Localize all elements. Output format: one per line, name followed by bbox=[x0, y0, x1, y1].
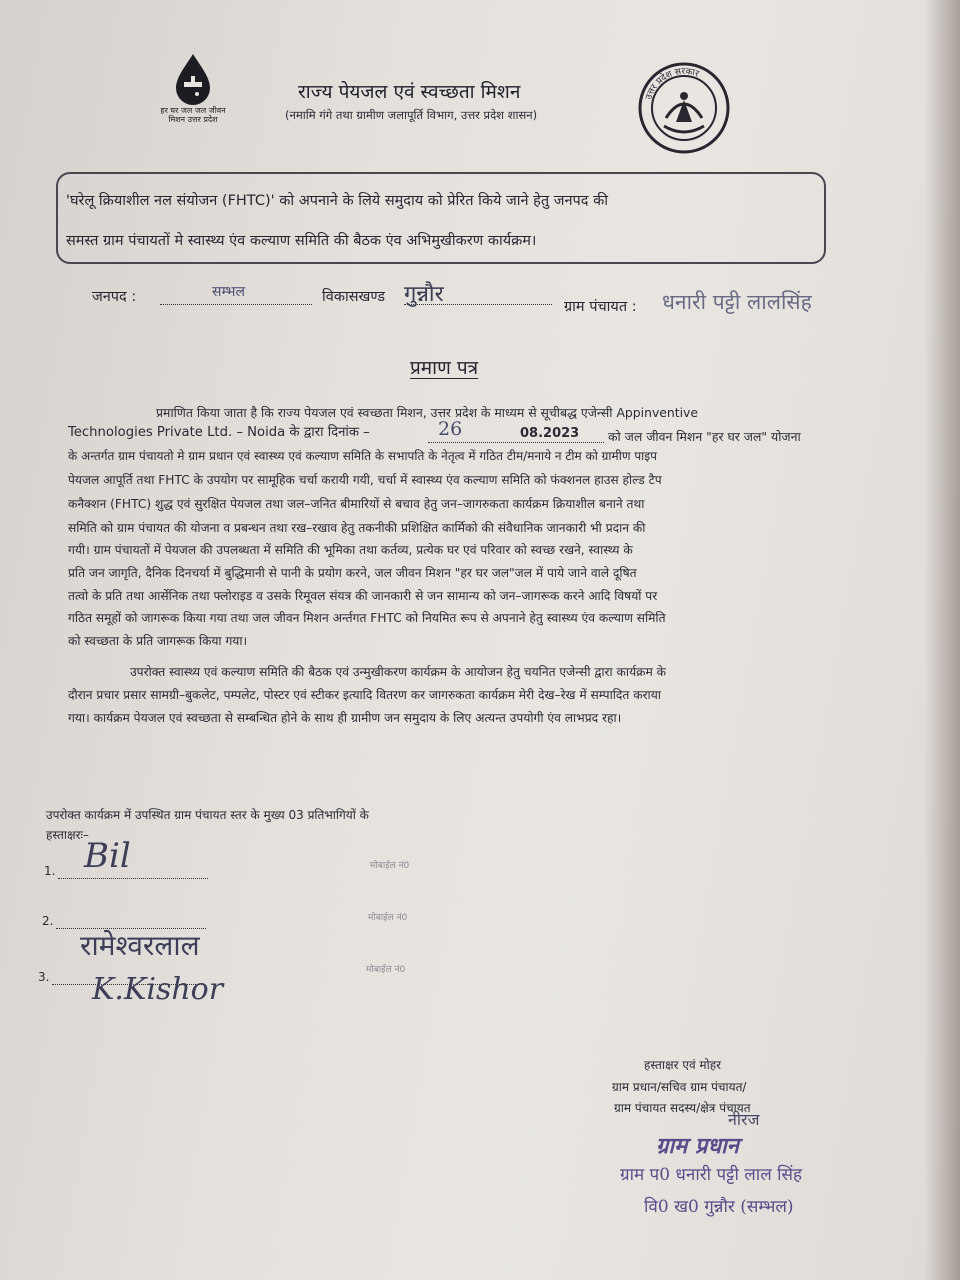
participant-number: 3. bbox=[38, 970, 50, 984]
date-day: 26 bbox=[438, 418, 463, 440]
participant-mobile-label: मोबाईल नं0 bbox=[368, 913, 408, 923]
participants-signature-label: हस्ताक्षरः– bbox=[46, 828, 89, 842]
participant-number: 2. bbox=[42, 914, 54, 928]
panchayat-label: ग्राम पंचायत : bbox=[564, 299, 637, 315]
program-banner bbox=[56, 172, 826, 264]
signoff-line: हस्ताक्षर एवं मोहर bbox=[644, 1058, 722, 1072]
district-line bbox=[160, 304, 312, 305]
participant-mobile-label: मोबाईल नं0 bbox=[370, 861, 410, 871]
stamp-title: ग्राम प्रधान bbox=[656, 1133, 739, 1159]
para1-line: को स्वच्छता के प्रति जागरूक किया गया। bbox=[68, 634, 248, 648]
har-ghar-jal-logo bbox=[158, 52, 228, 136]
banner-line-1: 'घरेलू क्रियाशील नल संयोजन (FHTC)' को अपनाने के लिये समुदाय को प्रेरित किये जाने हेतु जनपद की bbox=[66, 193, 608, 209]
date-month-year: 08.2023 bbox=[520, 426, 580, 441]
para2-line: गया। कार्यक्रम पेयजल एवं स्वच्छता से सम्बन्धित होने के साथ ही ग्रामीण जन समुदाय के लिए अत्यन्त उपयोगी एंव लाभप्रद रहा। bbox=[68, 711, 622, 725]
participant-mobile-label: मोबाईल नं0 bbox=[366, 965, 406, 975]
block-value: गुन्नौर bbox=[404, 282, 444, 307]
up-emblem bbox=[636, 60, 732, 156]
banner-line-2: समस्त ग्राम पंचायतों मे स्वास्थ्य एंव कल्याण समिति की बैठक एंव अभिमुखीकरण कार्यक्रम। bbox=[66, 233, 537, 249]
signoff-line: ग्राम पंचायत सदस्य/क्षेत्र पंचायत bbox=[614, 1101, 751, 1115]
emblem-arc-text: उत्तर प्रदेश सरकार bbox=[644, 66, 701, 101]
participant-signature: रामेश्वरलाल bbox=[80, 929, 200, 962]
emblem-icon bbox=[636, 60, 732, 156]
participant-signature-line bbox=[58, 878, 208, 879]
date-tail: को जल जीवन मिशन "हर घर जल" योजना bbox=[608, 429, 801, 444]
pradhan-initials: नीरज bbox=[728, 1110, 760, 1129]
para1-line: गठित समूहों को जागरूक किया गया तथा जल जीवन मिशन अर्न्तगत FHTC को नियमित रूप से अपनाने हेतु स्वास्थ्य एंव कल्याण समिति bbox=[68, 611, 666, 625]
participant-signature: K.Kishor bbox=[92, 972, 224, 1007]
water-drop-tap-icon bbox=[168, 52, 218, 106]
para1-line: कनैक्शन (FHTC) शुद्ध एवं सुरक्षित पेयजल तथा जल–जनित बीमारियों से बचाव हेतु जन–जागरुकता कार्यक्रम क्रियाशील बनाने तथा bbox=[68, 497, 645, 511]
participant-number: 1. bbox=[44, 864, 56, 878]
para1-line: समिति को ग्राम पंचायत की योजना व प्रबन्धन तथा रख–रखाव हेतु तकनीकी प्रशिक्षित कार्मिको की संवैधानिक जानकारी भी प्रदान की bbox=[68, 521, 646, 535]
para1-line: तत्वो के प्रति तथा आर्सेनिक तथा फ्लोराइड व उसके रिमूवल संयत्र की जानकारी से जन सामान्य को जन–जागरूक करने आदि विषयों पर bbox=[68, 589, 658, 603]
org-subtitle: (नमामि गंगे तथा ग्रामीण जलापूर्ति विभाग, उत्तर प्रदेश शासन) bbox=[285, 108, 538, 122]
district-value: सम्भल bbox=[212, 284, 245, 300]
block-label: विकासखण्ड bbox=[322, 289, 386, 305]
para2-line: उपरोक्त स्वास्थ्य एवं कल्याण समिति की बैठक एवं उन्मुखीकरण कार्यक्रम के आयोजन हेतु चयनित एजेन्सी द्वारा कार्यक्रम के bbox=[130, 665, 667, 679]
para1-line: प्रति जन जागृति, दैनिक दिनचर्या में बुद्धिमानी से पानी के प्रयोग करने, जल जीवन मिशन "हर घर जल"जल में पाये जाने वाले दूषित bbox=[68, 566, 637, 580]
para1-line: गयी। ग्राम पंचायतों में पेयजल की उपलब्धता में समिति की भूमिका तथा कर्तव्य, प्रत्येक घर एवं परिवार को स्वच्छ रखने, स्वास्थ्य के bbox=[68, 543, 633, 557]
org-title: राज्य पेयजल एवं स्वच्छता मिशन bbox=[298, 81, 521, 103]
district-label: जनपद : bbox=[92, 289, 137, 305]
logo-tagline: हर घर जल जल जीवन मिशन उत्तर प्रदेश bbox=[160, 106, 226, 124]
para1-line: पेयजल आपूर्ति तथा FHTC के उपयोग पर सामूहिक चर्चा करायी गयी, चर्चा में स्वास्थ्य एंव कल्याण समिति को फंक्शनल हाउस होल्ड टैप bbox=[68, 473, 662, 487]
panchayat-value: धनारी पट्टी लालसिंह bbox=[662, 290, 812, 314]
para1-line: प्रमाणित किया जाता है कि राज्य पेयजल एवं स्वच्छता मिशन, उत्तर प्रदेश के माध्यम से सूचीबद्ध एजेन्सी Appinventive bbox=[156, 405, 699, 420]
svg-text:उत्तर प्रदेश सरकार bbox=[644, 67, 700, 101]
stamp-line: ग्राम प0 धनारी पट्टी लाल सिंह bbox=[620, 1165, 803, 1185]
participant-signature: Bil bbox=[84, 836, 131, 876]
para1-line: Technologies Private Ltd. – Noida के द्वारा दिनांक – bbox=[68, 425, 370, 440]
certificate-title: प्रमाण पत्र bbox=[410, 357, 479, 379]
para2-line: दौरान प्रचार प्रसार सामग्री–बुकलेट, पम्पलेट, पोस्टर एवं स्टीकर इत्यादि वितरण कर जागरुकता कार्यक्रम मेरी देख–रेख में सम्पादित कराया bbox=[68, 688, 661, 702]
stamp-line: वि0 ख0 गुन्नौर (सम्भल) bbox=[644, 1197, 794, 1217]
signoff-line: ग्राम प्रधान/सचिव ग्राम पंचायत/ bbox=[612, 1080, 747, 1094]
participants-intro: उपरोक्त कार्यक्रम में उपस्थित ग्राम पंचायत स्तर के मुख्य 03 प्रतिभागियों के bbox=[46, 808, 369, 822]
para1-line: के अन्तर्गत ग्राम पंचायतो मे ग्राम प्रधान एवं स्वास्थ्य एवं कल्याण समिति के सभापति के नेतृत्व में गठित टीम/मनाये न टीम को ग्रामीण पाइप bbox=[68, 449, 657, 463]
date-line bbox=[428, 442, 604, 443]
